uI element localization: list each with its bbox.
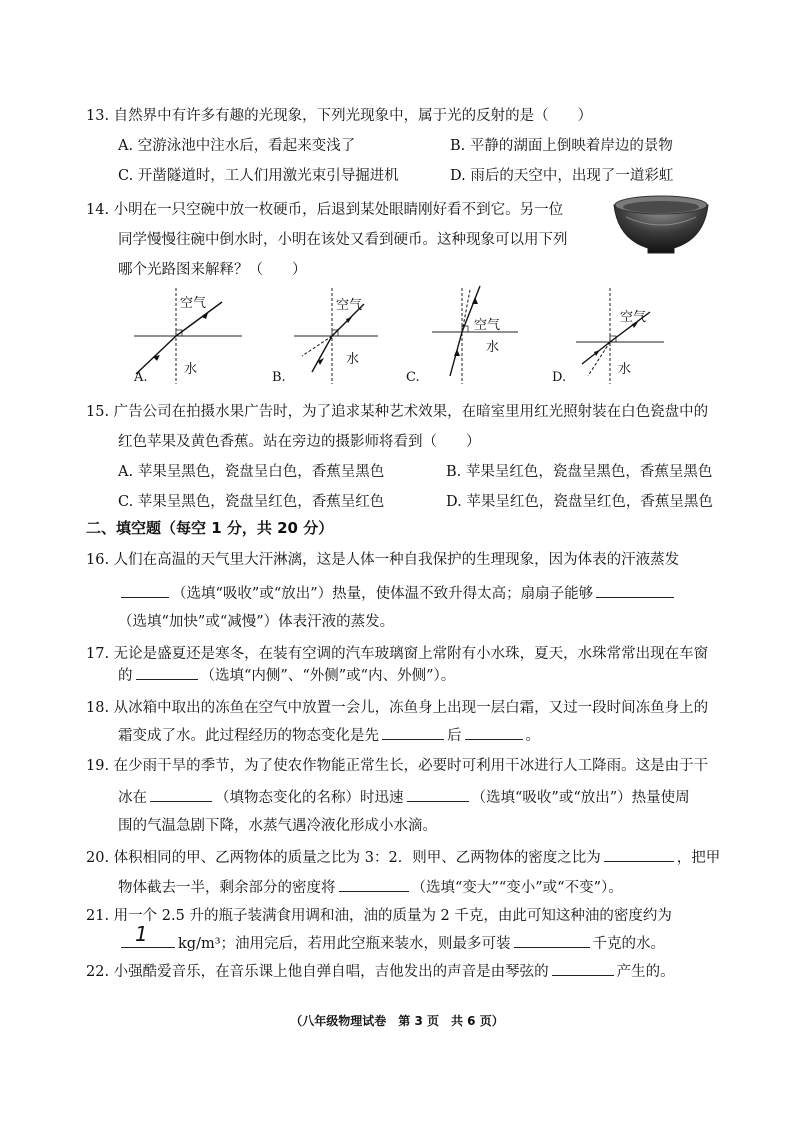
q17-line2-prefix: 的: [118, 668, 133, 684]
q21-line2-suffix: 千克的水。: [592, 936, 666, 952]
q21-handwritten-answer: 1: [135, 922, 148, 946]
q18-line2: [118, 724, 540, 746]
q20-line2: [118, 876, 623, 898]
q16-line2-text: （选填“吸收”或“放出”）热量，使体温不致升得太高；扇扇子能够: [172, 586, 594, 602]
q21-blank-2[interactable]: [514, 932, 590, 948]
diagram-a: [124, 286, 244, 386]
diagram-b-letter: B.: [272, 370, 286, 385]
q19-line2: [118, 786, 690, 808]
q14-line2: 同学慢慢往碗中倒水时，小明在该处又看到硬币。这种现象可以用下列: [118, 232, 568, 248]
diagram-d-letter: D.: [552, 370, 567, 385]
q15-option-a: A. 苹果呈黑色，瓷盘呈白色，香蕉呈黑色: [118, 464, 385, 480]
q18-line2-end: 。: [525, 728, 540, 744]
q19-line2-prefix: 冰在: [118, 790, 147, 806]
q19-line2-mid: （填物态变化的名称）时迅速: [215, 790, 404, 806]
diagram-a-water: 水: [184, 362, 198, 377]
section-fill-in-title: 二、填空题（每空 1 分，共 20 分）: [86, 519, 334, 537]
diagram-b-water: 水: [346, 352, 360, 367]
q17-line1: 17. 无论是盛夏还是寒冬，在装有空调的汽车玻璃窗上常附有小水珠，夏天，水珠常常出现在车窗: [86, 646, 709, 662]
q15-option-b: B. 苹果呈红色，瓷盘呈黑色，香蕉呈黑色: [446, 464, 713, 480]
q17-line2: [118, 664, 455, 686]
diagram-c-letter: C.: [406, 370, 420, 385]
q17-blank[interactable]: [136, 664, 198, 680]
q13-option-b: B. 平静的湖面上倒映着岸边的景物: [450, 138, 673, 154]
q21-line2-mid: kg/m³；油用完后，若用此空瓶来装水，则最多可装: [178, 936, 511, 952]
q15-line1: 15. 广告公司在拍摄水果广告时，为了追求某种艺术效果，在暗室里用红光照射装在白色瓷盘中的: [86, 404, 709, 420]
q17-line2-suffix: （选填“内侧”、“外侧”或“内、外侧”）。: [200, 668, 456, 684]
q21-line1: 21. 用一个 2.5 升的瓶子装满食用调和油，油的质量为 2 千克，由此可知这种油的密度约为: [86, 908, 672, 924]
diagram-a-air: 空气: [180, 296, 207, 311]
diagram-a-letter: A.: [134, 370, 148, 385]
q20-line1-prefix: 20. 体积相同的甲、乙两物体的质量之比为 3：2．则甲、乙两物体的密度之比为: [86, 850, 601, 866]
q19-line3: 围的气温急剧下降，水蒸气遇冷液化形成小水滴。: [118, 818, 437, 834]
diagram-d-water: 水: [618, 362, 632, 377]
q18-line1: 18. 从冰箱中取出的冻鱼在空气中放置一会儿，冻鱼身上出现一层白霜，又过一段时间冻鱼身上的: [86, 700, 709, 716]
diagram-d-air: 空气: [620, 310, 647, 325]
q13-option-a: A. 空游泳池中注水后，看起来变浅了: [118, 138, 356, 154]
diagram-d: [550, 286, 670, 386]
q19-blank-1[interactable]: [150, 786, 212, 802]
diagram-c-water: 水: [486, 340, 500, 355]
q15-line2: 红色苹果及黄色香蕉。站在旁边的摄影师将看到（ ）: [118, 434, 481, 450]
q16-line1: 16. 人们在高温的天气里大汗淋漓，这是人体一种自我保护的生理现象，因为体表的汗液蒸发: [86, 552, 680, 568]
q14-line3: 哪个光路图来解释？（ ）: [118, 262, 307, 278]
q20-blank-2[interactable]: [339, 876, 409, 892]
q13-option-c: C. 开凿隧道时，工人们用激光束引导掘进机: [118, 168, 399, 184]
q16-blank-1[interactable]: [121, 582, 169, 598]
q19-blank-2[interactable]: [407, 786, 469, 802]
q21-line2: [118, 922, 666, 954]
q16-line2: [118, 582, 677, 604]
q19-line1: 19. 在少雨干旱的季节，为了使农作物能正常生长，必要时可利用干冰进行人工降雨。这是由于干: [86, 758, 709, 774]
q15-option-d: D. 苹果呈红色，瓷盘呈红色，香蕉呈黑色: [446, 494, 713, 510]
q22-line1: [86, 960, 675, 982]
q19-line2-end: （选填“吸收”或“放出”）热量使周: [471, 790, 690, 806]
q22-line1-prefix: 22. 小强酷爱音乐，在音乐课上他自弹自唱，吉他发出的声音是由琴弦的: [86, 964, 549, 980]
q18-line2-prefix: 霜变成了水。此过程经历的物态变化是先: [118, 728, 379, 744]
q22-line1-suffix: 产生的。: [616, 964, 675, 980]
q14-line1: 14. 小明在一只空碗中放一枚硬币，后退到某处眼睛刚好看不到它。另一位: [86, 202, 564, 218]
q22-blank[interactable]: [552, 960, 614, 976]
q16-line3: （选填“加快”或“减慢”）体表汗液的蒸发。: [118, 614, 395, 630]
q21-blank-1[interactable]: [121, 922, 175, 948]
q20-line2-suffix: （选填“变大”“变小”或“不变”）。: [411, 880, 623, 896]
q20-line1: [86, 846, 720, 868]
q18-blank-1[interactable]: [382, 724, 444, 740]
q13-stem: 13. 自然界中有许多有趣的光现象，下列光现象中，属于光的反射的是（ ）: [86, 108, 593, 124]
q18-line2-mid: 后: [447, 728, 462, 744]
q20-blank-1[interactable]: [604, 846, 674, 862]
diagram-b-air: 空气: [336, 298, 363, 313]
q15-option-c: C. 苹果呈黑色，瓷盘呈红色，香蕉呈红色: [118, 494, 385, 510]
q20-line2-prefix: 物体截去一半，剩余部分的密度将: [118, 880, 336, 896]
bowl-photo: [612, 193, 710, 255]
q13-option-d: D. 雨后的天空中，出现了一道彩虹: [450, 168, 674, 184]
page-footer: （八年级物理试卷 第 3 页 共 6 页）: [290, 1014, 504, 1028]
diagram-c: [404, 286, 524, 386]
q20-line1-suffix: ，把甲: [676, 850, 721, 866]
q16-blank-2[interactable]: [596, 582, 674, 598]
q18-blank-2[interactable]: [465, 724, 523, 740]
diagram-c-air: 空气: [474, 318, 501, 333]
diagram-b: [268, 286, 388, 386]
